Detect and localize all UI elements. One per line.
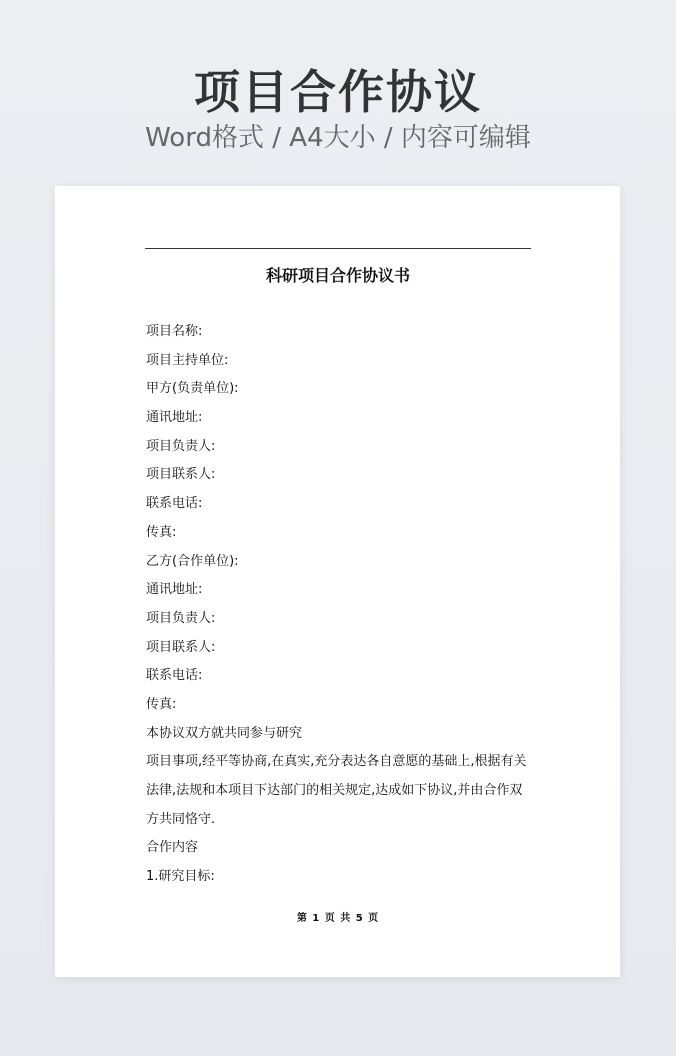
field-project-name: 项目名称: bbox=[146, 324, 203, 339]
page-number: 第 1 页 共 5 页 bbox=[296, 913, 380, 924]
field-party-a-address: 通讯地址: bbox=[146, 410, 203, 426]
section-heading: 合作内容 bbox=[146, 840, 199, 856]
paragraph-line: 本协议双方就共同参与研究 bbox=[146, 725, 303, 741]
field-party-b-address: 通讯地址: bbox=[146, 582, 203, 598]
section-item: 1.研究目标: bbox=[146, 869, 215, 885]
field-party-a-leader: 项目负责人: bbox=[146, 438, 216, 454]
hero-subtitle: Word格式 / A4大小 / 内容可编辑 bbox=[145, 123, 531, 153]
field-party-b-contact: 项目联系人: bbox=[146, 639, 216, 655]
field-party-b-fax: 传真: bbox=[146, 696, 177, 712]
paragraph-line: 项目事项,经平等协商,在真实,充分表达各自意愿的基础上,根据有关 bbox=[146, 754, 527, 770]
field-party-a-fax: 传真: bbox=[146, 524, 177, 540]
field-party-b-phone: 联系电话: bbox=[146, 668, 203, 684]
document-title: 科研项目合作协议书 bbox=[265, 266, 410, 285]
field-host-unit: 项目主持单位: bbox=[146, 352, 229, 368]
field-party-b-leader: 项目负责人: bbox=[146, 610, 216, 626]
field-party-a: 甲方(负责单位): bbox=[146, 381, 239, 397]
document-page bbox=[55, 186, 620, 977]
field-party-b: 乙方(合作单位): bbox=[146, 553, 239, 569]
field-party-a-phone: 联系电话: bbox=[146, 496, 203, 512]
paragraph-line: 方共同恪守. bbox=[146, 811, 216, 827]
hero-title: 项目合作协议 bbox=[194, 65, 482, 119]
document-body bbox=[146, 318, 536, 892]
paragraph-line: 法律,法规和本项目下达部门的相关规定,达成如下协议,并由合作双 bbox=[146, 783, 523, 798]
header-rule bbox=[145, 248, 531, 249]
field-party-a-contact: 项目联系人: bbox=[146, 467, 216, 483]
